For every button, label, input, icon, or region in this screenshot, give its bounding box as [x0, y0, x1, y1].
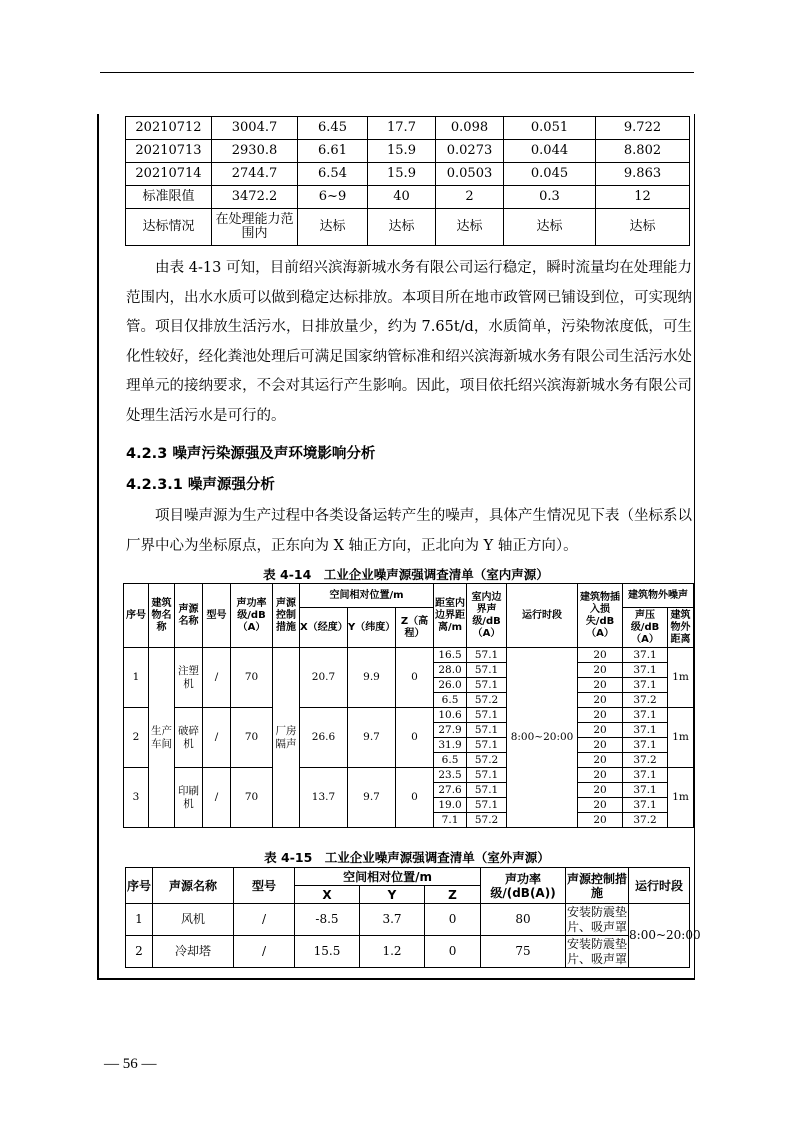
col-z: Z: [425, 886, 481, 904]
col-building: 建筑物名称: [149, 584, 175, 648]
name-cell: 风机: [153, 904, 234, 936]
distance-cell: 6.5: [434, 693, 467, 708]
x-cell: 20.7: [300, 648, 348, 708]
pressure-cell: 37.1: [623, 798, 668, 813]
col-time: 运行时段: [629, 868, 690, 904]
pressure-cell: 37.1: [623, 708, 668, 723]
x-cell: 26.6: [300, 708, 348, 768]
table-row: [126, 904, 690, 936]
insertion-cell: 20: [578, 783, 623, 798]
out-dist-cell: 1m: [668, 768, 694, 828]
insertion-cell: 20: [578, 798, 623, 813]
x-cell: -8.5: [295, 904, 360, 936]
out-dist-cell: 1m: [668, 648, 694, 708]
pressure-cell: 37.1: [623, 648, 668, 663]
effluent-quality-table: [125, 116, 690, 246]
power-cell: 80: [481, 904, 566, 936]
source-name-cell: 印刷机: [175, 768, 203, 828]
table-row: [126, 140, 690, 163]
col-indoor-level: 室内边界声级/dB（A）: [467, 584, 507, 648]
table-cell: 9.863: [596, 163, 690, 186]
insertion-cell: 20: [578, 723, 623, 738]
power-cell: 75: [481, 936, 566, 968]
table-cell: 标准限值: [126, 186, 212, 209]
seq-cell: 2: [124, 708, 149, 768]
indoor-level-cell: 57.2: [467, 693, 507, 708]
distance-cell: 16.5: [434, 648, 467, 663]
y-cell: 9.9: [348, 648, 396, 708]
distance-cell: 6.5: [434, 753, 467, 768]
col-model: 型号: [203, 584, 231, 648]
distance-cell: 31.9: [434, 738, 467, 753]
insertion-cell: 20: [578, 693, 623, 708]
pressure-cell: 37.2: [623, 693, 668, 708]
table-4-14-caption: 表 4-14 工业企业噪声源强调查清单（室内声源）: [263, 567, 549, 582]
model-cell: /: [203, 768, 231, 828]
z-cell: 0: [425, 936, 481, 968]
distance-cell: 26.0: [434, 678, 467, 693]
pressure-cell: 37.1: [623, 738, 668, 753]
table-cell: 0.0503: [436, 163, 504, 186]
table-cell: 40: [368, 186, 436, 209]
col-name: 声源名称: [153, 868, 234, 904]
col-pressure: 声压级/dB（A）: [623, 608, 668, 648]
indoor-noise-source-table: [123, 583, 694, 828]
table-cell: 2: [436, 186, 504, 209]
pressure-cell: 37.2: [623, 813, 668, 828]
y-cell: 3.7: [360, 904, 425, 936]
pressure-cell: 37.1: [623, 783, 668, 798]
insertion-cell: 20: [578, 753, 623, 768]
indoor-level-cell: 57.1: [467, 708, 507, 723]
table-cell: 6.45: [298, 117, 368, 140]
col-time: 运行时段: [507, 584, 578, 648]
section-heading-4-2-3-1: 4.2.3.1 噪声源强分析: [126, 477, 275, 493]
col-y: Y: [360, 886, 425, 904]
control-cell: 安装防震垫片、吸声罩: [567, 904, 628, 934]
col-seq: 序号: [126, 868, 153, 904]
model-cell: /: [203, 648, 231, 708]
table-cell: 12: [596, 186, 690, 209]
pressure-cell: 37.2: [623, 753, 668, 768]
pressure-cell: 37.1: [623, 663, 668, 678]
distance-cell: 7.1: [434, 813, 467, 828]
table-row: [126, 209, 690, 246]
z-cell: 0: [425, 904, 481, 936]
name-cell: 冷却塔: [153, 936, 234, 968]
col-outside: 建筑物外噪声: [623, 584, 694, 608]
building-cell: 生产车间: [149, 648, 175, 828]
z-cell: 0: [396, 648, 434, 708]
pressure-cell: 37.1: [623, 768, 668, 783]
col-control: 声源控制措施: [273, 584, 300, 648]
indoor-level-cell: 57.1: [467, 798, 507, 813]
insertion-cell: 20: [578, 813, 623, 828]
table-cell: 0.044: [504, 140, 596, 163]
col-seq: 序号: [124, 584, 149, 648]
table-row: [126, 186, 690, 209]
y-cell: 9.7: [348, 708, 396, 768]
indoor-level-cell: 57.1: [467, 723, 507, 738]
paragraph-wastewater-conclusion: 由表 4-13 可知，目前绍兴滨海新城水务有限公司运行稳定，瞬时流量均在处理能力范围内，出水水质可以做到稳定达标排放。本项目所在地市政管网已铺设到位，可实现纳管。项目仅排放生活污水，日排放量少，约为 7.65t/d，水质简单，污染物浓度低，可生化性较好，经化粪池处理后可满足国家纳管标准和绍兴滨海新城水务有限公司生活污水处理单元的接纳要求，不会对其运行产生影响。因此，项目依托绍兴滨海新城水务有限公司处理生活污水是可行的。: [126, 260, 692, 424]
table-cell: 6.61: [298, 140, 368, 163]
table-cell: 15.9: [368, 163, 436, 186]
col-power: 声功率级/dB（A）: [231, 584, 273, 648]
insertion-cell: 20: [578, 708, 623, 723]
table-cell: 9.722: [596, 117, 690, 140]
col-control: 声源控制措施: [566, 868, 629, 904]
table-row: [126, 936, 690, 968]
insertion-cell: 20: [578, 768, 623, 783]
page-number: — 56 —: [104, 1056, 157, 1072]
table-cell: 0.045: [504, 163, 596, 186]
table-cell: 达标情况: [126, 209, 212, 246]
seq-cell: 3: [124, 768, 149, 828]
pressure-cell: 37.1: [623, 678, 668, 693]
table-cell: 在处理能力范围内: [212, 209, 298, 246]
model-cell: /: [234, 936, 295, 968]
distance-cell: 10.6: [434, 708, 467, 723]
table-row: [126, 163, 690, 186]
seq-cell: 1: [124, 648, 149, 708]
indoor-level-cell: 57.1: [467, 738, 507, 753]
distance-cell: 28.0: [434, 663, 467, 678]
table-cell: 达标: [504, 209, 596, 246]
power-cell: 70: [231, 708, 273, 768]
y-cell: 1.2: [360, 936, 425, 968]
insertion-cell: 20: [578, 738, 623, 753]
table-cell: 0.051: [504, 117, 596, 140]
source-name-cell: 注塑机: [175, 648, 203, 708]
outdoor-noise-source-table: [125, 867, 701, 968]
indoor-level-cell: 57.1: [467, 678, 507, 693]
model-cell: /: [203, 708, 231, 768]
indoor-level-cell: 57.1: [467, 783, 507, 798]
table-4-15-caption: 表 4-15 工业企业噪声源强调查清单（室外声源）: [264, 850, 550, 865]
table-cell: 0.3: [504, 186, 596, 209]
seq-cell: 2: [126, 936, 153, 968]
control-cell: 安装防震垫片、吸声罩: [567, 936, 628, 966]
indoor-level-cell: 57.2: [467, 813, 507, 828]
table-cell: 3004.7: [212, 117, 298, 140]
table-row: [124, 648, 694, 663]
table-cell: 0.098: [436, 117, 504, 140]
z-cell: 0: [396, 768, 434, 828]
control-cell: 厂房隔声: [273, 648, 300, 828]
col-z: Z（高程）: [396, 608, 434, 648]
table-cell: 8.802: [596, 140, 690, 163]
table-cell: 达标: [436, 209, 504, 246]
y-cell: 9.7: [348, 768, 396, 828]
table-cell: 15.9: [368, 140, 436, 163]
table-cell: 达标: [368, 209, 436, 246]
table-cell: 达标: [596, 209, 690, 246]
col-power: 声功率级/(dB(A)): [481, 868, 566, 904]
table-cell: 20210714: [126, 163, 212, 186]
col-out-dist: 建筑物外距离: [668, 608, 694, 648]
indoor-level-cell: 57.1: [467, 768, 507, 783]
distance-cell: 27.9: [434, 723, 467, 738]
power-cell: 70: [231, 648, 273, 708]
source-name-cell: 破碎机: [175, 708, 203, 768]
indoor-level-cell: 57.1: [467, 648, 507, 663]
table-cell: 20210712: [126, 117, 212, 140]
insertion-cell: 20: [578, 678, 623, 693]
table-cell: 2744.7: [212, 163, 298, 186]
seq-cell: 1: [126, 904, 153, 936]
col-x: X（经度）: [300, 608, 348, 648]
table-cell: 6.54: [298, 163, 368, 186]
table-row: [126, 117, 690, 140]
col-x: X: [295, 886, 360, 904]
paragraph-noise-sources: 项目噪声源为生产过程中各类设备运转产生的噪声，具体产生情况见下表（坐标系以厂界中心为坐标原点，正东向为 X 轴正方向，正北向为 Y 轴正方向）。: [126, 508, 692, 554]
z-cell: 0: [396, 708, 434, 768]
distance-cell: 27.6: [434, 783, 467, 798]
col-y: Y（纬度）: [348, 608, 396, 648]
table-cell: 3472.2: [212, 186, 298, 209]
x-cell: 15.5: [295, 936, 360, 968]
table-cell: 2930.8: [212, 140, 298, 163]
time-cell: 8:00~20:00: [629, 904, 690, 968]
distance-cell: 19.0: [434, 798, 467, 813]
pressure-cell: 37.1: [623, 723, 668, 738]
table-cell: 0.0273: [436, 140, 504, 163]
col-insertion: 建筑物插入损失/dB（A）: [578, 584, 623, 648]
header-rule: [100, 72, 694, 73]
distance-cell: 23.5: [434, 768, 467, 783]
model-cell: /: [234, 904, 295, 936]
table-cell: 17.7: [368, 117, 436, 140]
indoor-level-cell: 57.1: [467, 663, 507, 678]
out-dist-cell: 1m: [668, 708, 694, 768]
col-source: 声源名称: [175, 584, 203, 648]
table-cell: 达标: [298, 209, 368, 246]
section-heading-4-2-3: 4.2.3 噪声污染源强及声环境影响分析: [126, 446, 376, 462]
insertion-cell: 20: [578, 663, 623, 678]
col-model: 型号: [234, 868, 295, 904]
insertion-cell: 20: [578, 648, 623, 663]
col-position: 空间相对位置/m: [295, 868, 481, 886]
table-cell: 20210713: [126, 140, 212, 163]
x-cell: 13.7: [300, 768, 348, 828]
indoor-level-cell: 57.2: [467, 753, 507, 768]
col-distance: 距室内边界距离/m: [434, 584, 467, 648]
time-cell: 8:00~20:00: [507, 648, 578, 828]
table-row: [124, 708, 694, 723]
power-cell: 70: [231, 768, 273, 828]
table-row: [124, 768, 694, 783]
table-cell: 6~9: [298, 186, 368, 209]
col-position: 空间相对位置/m: [300, 584, 434, 608]
